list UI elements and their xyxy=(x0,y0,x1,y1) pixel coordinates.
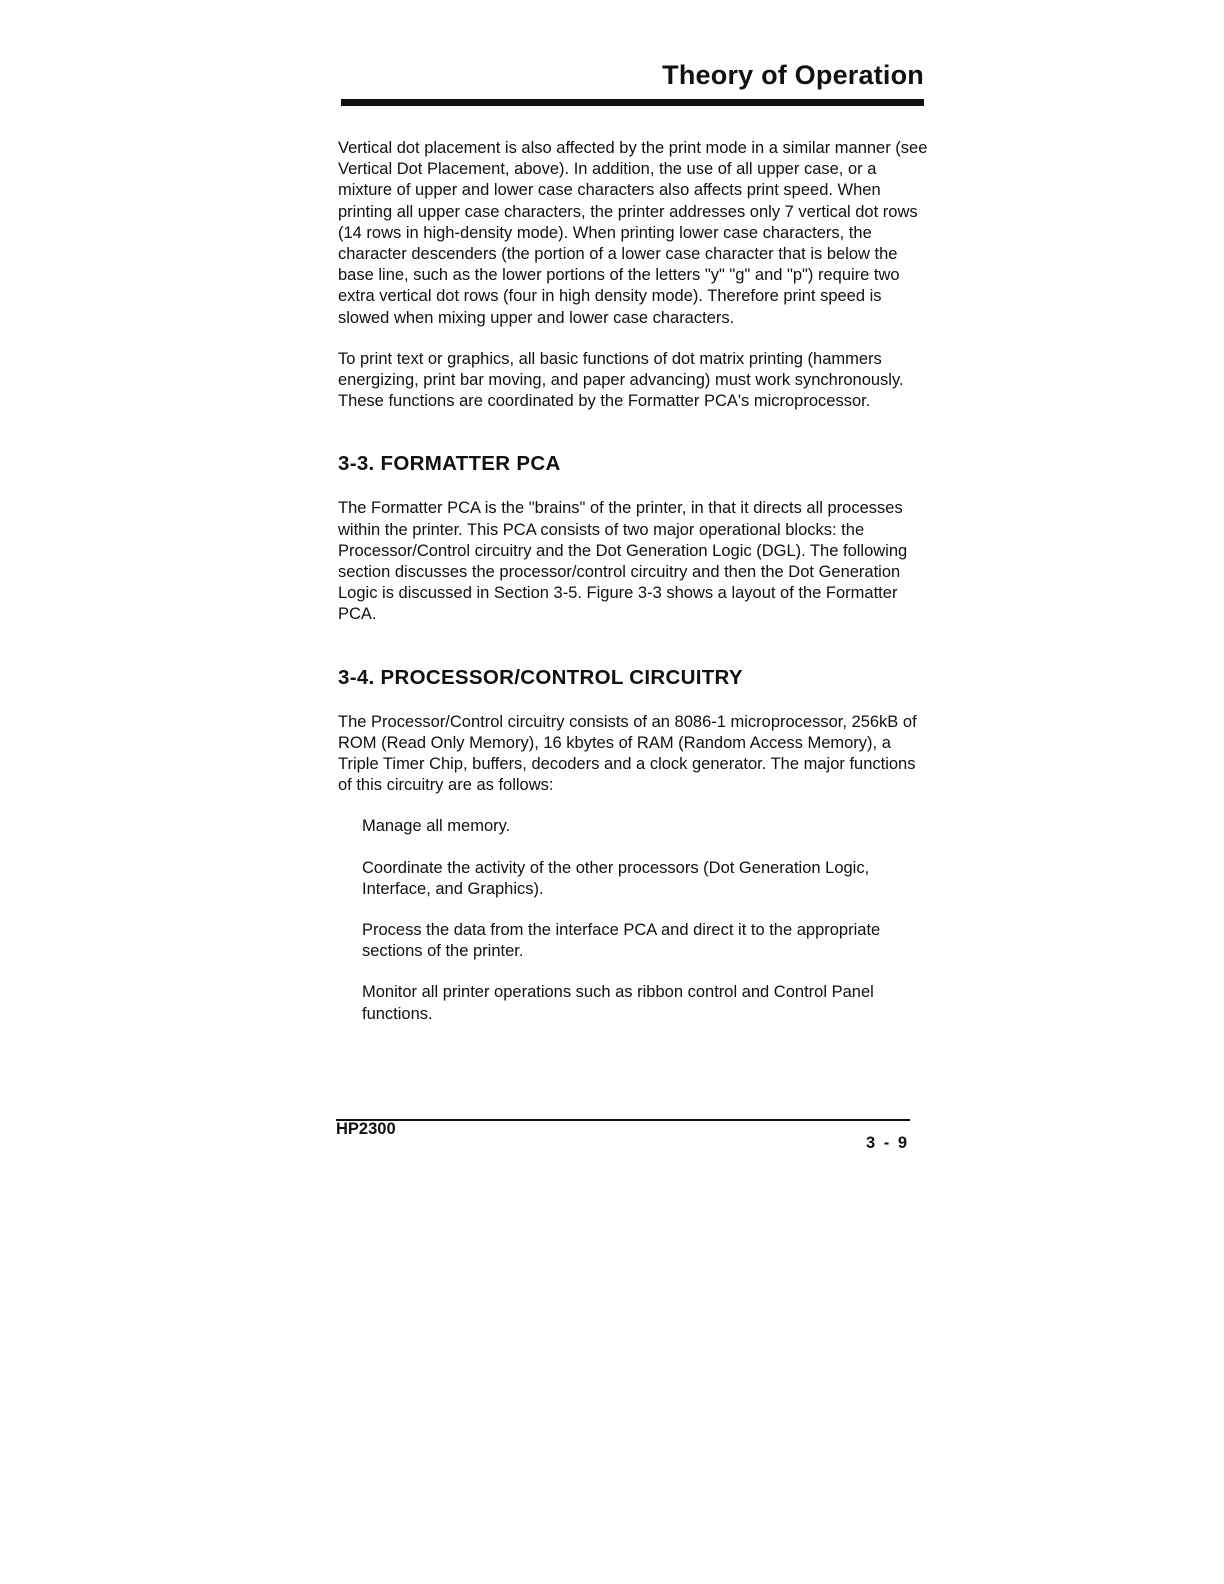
list-item: Manage all memory. xyxy=(362,817,511,836)
list-item: Process the data from the interface PCA and direct it to the appropriate sections of the printer. xyxy=(362,921,881,961)
running-header-title: Theory of Operation xyxy=(662,60,924,90)
section-heading: 3-3. FORMATTER PCA xyxy=(338,452,561,476)
function-list xyxy=(362,816,928,1024)
section-paragraph: The Processor/Control circuitry consists of an 8086-1 microprocessor, 256kB of ROM (Read Only Memory), 16 kbytes of RAM (Random Access Memory), a Triple Timer Chip, buffers, decoders and a clock generator. The major functions of this circuitry are as follows: xyxy=(338,712,917,795)
section-heading: 3-4. PROCESSOR/CONTROL CIRCUITRY xyxy=(338,665,743,689)
section-3-4 xyxy=(338,666,928,1025)
header-rule xyxy=(341,99,924,106)
page-number: 3 - 9 xyxy=(866,1134,910,1152)
list-item: Coordinate the activity of the other processors (Dot Generation Logic, Interface, and Graphics). xyxy=(362,858,870,898)
intro-paragraph: Vertical dot placement is also affected by the print mode in a similar manner (see Vertical Dot Placement, above). In addition, the use of all upper case, or a mixture of upper and lower case characters also affects print speed. When printing all upper case characters, the printer addresses only 7 vertical dot rows (14 rows in high-density mode). When printing lower case characters, the character descenders (the portion of a lower case character that is below the base line, such as the lower portions of the letters "y" "g" and "p") require two extra vertical dot rows (four in high density mode). Therefore print speed is slowed when mixing upper and lower case characters. xyxy=(338,139,928,327)
page-content xyxy=(338,138,928,1045)
section-3-3 xyxy=(338,452,928,625)
list-item: Monitor all printer operations such as ribbon control and Control Panel functions. xyxy=(362,983,874,1023)
footer-rule xyxy=(336,1119,910,1121)
footer-model: HP2300 xyxy=(336,1120,396,1138)
section-paragraph: The Formatter PCA is the "brains" of the printer, in that it directs all processes within the printer. This PCA consists of two major operational blocks: the Processor/Control circuitry and the Dot Generation Logic (DGL). The following section discusses the processor/control circuitry and then the Dot Generation Logic is discussed in Section 3-5. Figure 3-3 shows a layout of the Formatter PCA. xyxy=(338,499,908,624)
intro-paragraph: To print text or graphics, all basic functions of dot matrix printing (hammers energizing, print bar moving, and paper advancing) must work synchronously. These functions are coordinated by the Formatter PCA's microprocessor. xyxy=(338,349,904,411)
